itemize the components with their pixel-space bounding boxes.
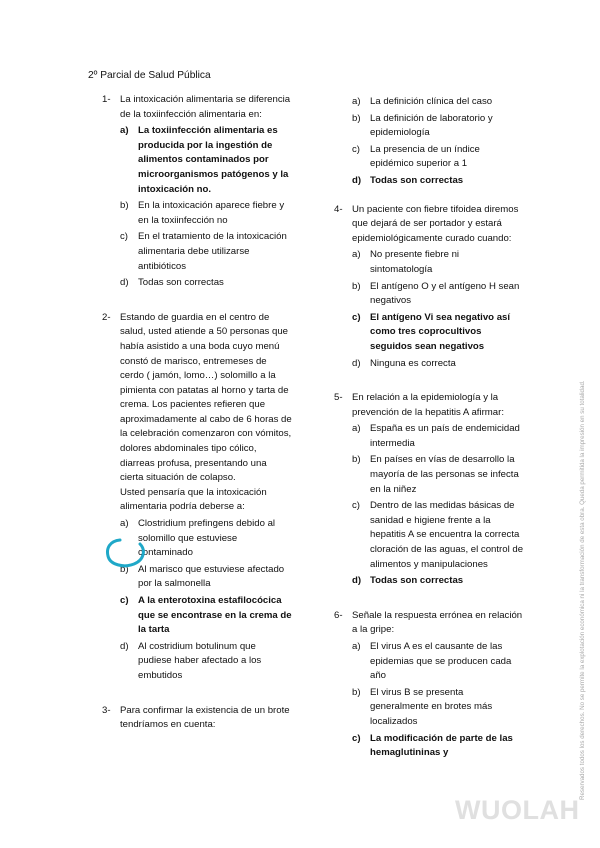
option-a: [352, 248, 524, 277]
question-text: Estando de guardia en el centro de salud, usted atiende a 50 personas que había asistido a una boda cuyo menú constó de marisco, entremeses de cerdo ( jamón, lomo…) solomillo a la pimienta con patatas al horno y tarta de crema. Los pacientes refieren que aproximadamente al cabo de 6 horas de la celebración comenzaron con vómitos, dolores abdominales tipo cólico, diarreas profusa, presentando una cierta situación de colapso.: [120, 311, 292, 484]
option-letter: a): [352, 423, 361, 435]
option-text: El virus B se presenta generalmente en brotes más localizados: [370, 686, 493, 727]
option-letter: b): [352, 454, 361, 466]
option-text: Al marisco que estuviese afectado por la salmonella: [138, 563, 285, 590]
option-c: [352, 732, 524, 761]
option-letter: c): [352, 311, 361, 323]
option-d: [120, 276, 292, 291]
option-d: [120, 640, 292, 684]
option-b: [352, 686, 524, 730]
option-text: España es un país de endemicidad intermedia: [370, 423, 520, 449]
question-prompt: Usted pensaría que la intoxicación alimentaria podría deberse a:: [120, 486, 267, 513]
option-letter: c): [120, 595, 129, 606]
question-number: 6-: [334, 609, 343, 621]
option-text: Ninguna es correcta: [370, 357, 456, 369]
option-letter: b): [120, 200, 129, 212]
question-text: Señale la respuesta errónea en relación a la gripe:: [352, 609, 523, 636]
option-text: Clostridium prefingens debido al solomillo que estuviese contaminado: [138, 518, 276, 559]
option-letter: b): [352, 280, 361, 292]
left-column: [102, 93, 292, 747]
option-text: En el tratamiento de la intoxicación alimentaria debe utilizarse antibióticos: [138, 231, 287, 272]
option-text: La definición clínica del caso: [370, 96, 493, 107]
option-text: Todas son correctas: [370, 174, 464, 186]
option-c: [120, 594, 292, 638]
option-text: Todas son correctas: [370, 575, 464, 587]
option-text: El antígeno O y el antígeno H sean negativos: [370, 280, 520, 307]
question-2: [102, 311, 292, 684]
question-number: 1-: [102, 94, 111, 105]
option-text: La toxiinfección alimentaria es producida por la ingestión de alimentos contaminados por microorganismos patógenos y la intoxicación no.: [138, 125, 289, 195]
option-letter: a): [120, 518, 129, 530]
question-text: La intoxicación alimentaria se diferencia de la toxiinfección alimentaria en:: [120, 94, 291, 120]
option-letter: b): [352, 112, 361, 124]
question-number: 4-: [334, 203, 343, 215]
option-text: En la intoxicación aparece fiebre y en la toxiinfección no: [138, 200, 285, 226]
handwritten-circle-annotation: [104, 534, 154, 570]
option-b: [120, 199, 292, 228]
question-1: [102, 93, 292, 291]
option-text: El antígeno Vi sea negativo así como tres coprocultivos seguidos sean negativos: [370, 311, 511, 352]
question-number: 2-: [102, 311, 111, 323]
option-text: La modificación de parte de las hemaglutininas y: [370, 732, 513, 759]
option-c: [352, 143, 524, 172]
wuolah-logo: WUOLAH: [455, 795, 580, 825]
option-text: La presencia de un índice epidémico superior a 1: [370, 143, 480, 170]
option-text: Al costridium botulinum que pudiese haber afectado a los embutidos: [138, 640, 262, 681]
option-text: A la enterotoxina estafilocócica que se encontrase en la crema de la tarta: [138, 595, 292, 636]
question-number: 3-: [102, 704, 111, 716]
option-letter: b): [120, 563, 129, 575]
option-a: [352, 422, 524, 451]
option-a: [352, 640, 524, 684]
option-letter: a): [352, 249, 361, 261]
option-b: [352, 112, 524, 141]
option-d: [352, 574, 524, 589]
option-text: En países en vías de desarrollo la mayoría de las personas se infecta en la niñez: [370, 454, 519, 495]
option-letter: a): [120, 125, 129, 137]
option-letter: d): [120, 640, 129, 652]
right-column: [334, 93, 524, 775]
page-title: 2º Parcial de Salud Pública: [88, 70, 211, 81]
option-letter: a): [352, 641, 361, 652]
option-c: [352, 311, 524, 355]
question-text: Un paciente con fiebre tifoidea diremos que dejará de ser portador y estará epidemiológicamente curado cuando:: [352, 203, 519, 244]
option-a: [120, 124, 292, 197]
question-3-options: [334, 95, 524, 189]
question-5: [334, 391, 524, 589]
option-letter: c): [352, 732, 361, 744]
option-text: Todas son correctas: [138, 277, 224, 289]
option-letter: d): [352, 174, 362, 186]
question-3: [102, 704, 292, 733]
question-4: [334, 203, 524, 372]
option-letter: d): [352, 575, 362, 587]
option-text: La definición de laboratorio y epidemiología: [370, 112, 493, 139]
option-letter: d): [352, 357, 361, 369]
option-letter: d): [120, 277, 129, 289]
option-d: [352, 174, 524, 189]
option-text: Dentro de las medidas básicas de sanidad e higiene frente a la hepatitis A se encuentra la correcta cloración de las aguas, el control de alimentos y manipulaciones: [370, 500, 524, 570]
option-a: [352, 95, 524, 110]
option-b: [352, 453, 524, 497]
option-d: [352, 357, 524, 372]
option-c: [352, 499, 524, 572]
option-b: [352, 280, 524, 309]
option-letter: c): [120, 231, 128, 243]
option-letter: c): [352, 500, 360, 512]
question-number: 5-: [334, 392, 343, 404]
question-6: [334, 609, 524, 761]
copyright-notice: Reservados todos los derechos. No se permite la explotación económica ni la transformación de esta obra. Queda permitida la impresión en su totalidad.: [579, 380, 586, 800]
option-letter: c): [352, 143, 360, 155]
option-letter: a): [352, 96, 361, 107]
option-text: No presente fiebre ni sintomatología: [370, 249, 460, 275]
option-c: [120, 230, 292, 274]
question-text: En relación a la epidemiología y la prevención de la hepatitis A afirmar:: [352, 392, 504, 418]
option-letter: b): [352, 686, 361, 698]
option-text: El virus A es el causante de las epidemias que se producen cada año: [370, 641, 512, 682]
question-text: Para confirmar la existencia de un brote tendríamos en cuenta:: [120, 704, 290, 731]
